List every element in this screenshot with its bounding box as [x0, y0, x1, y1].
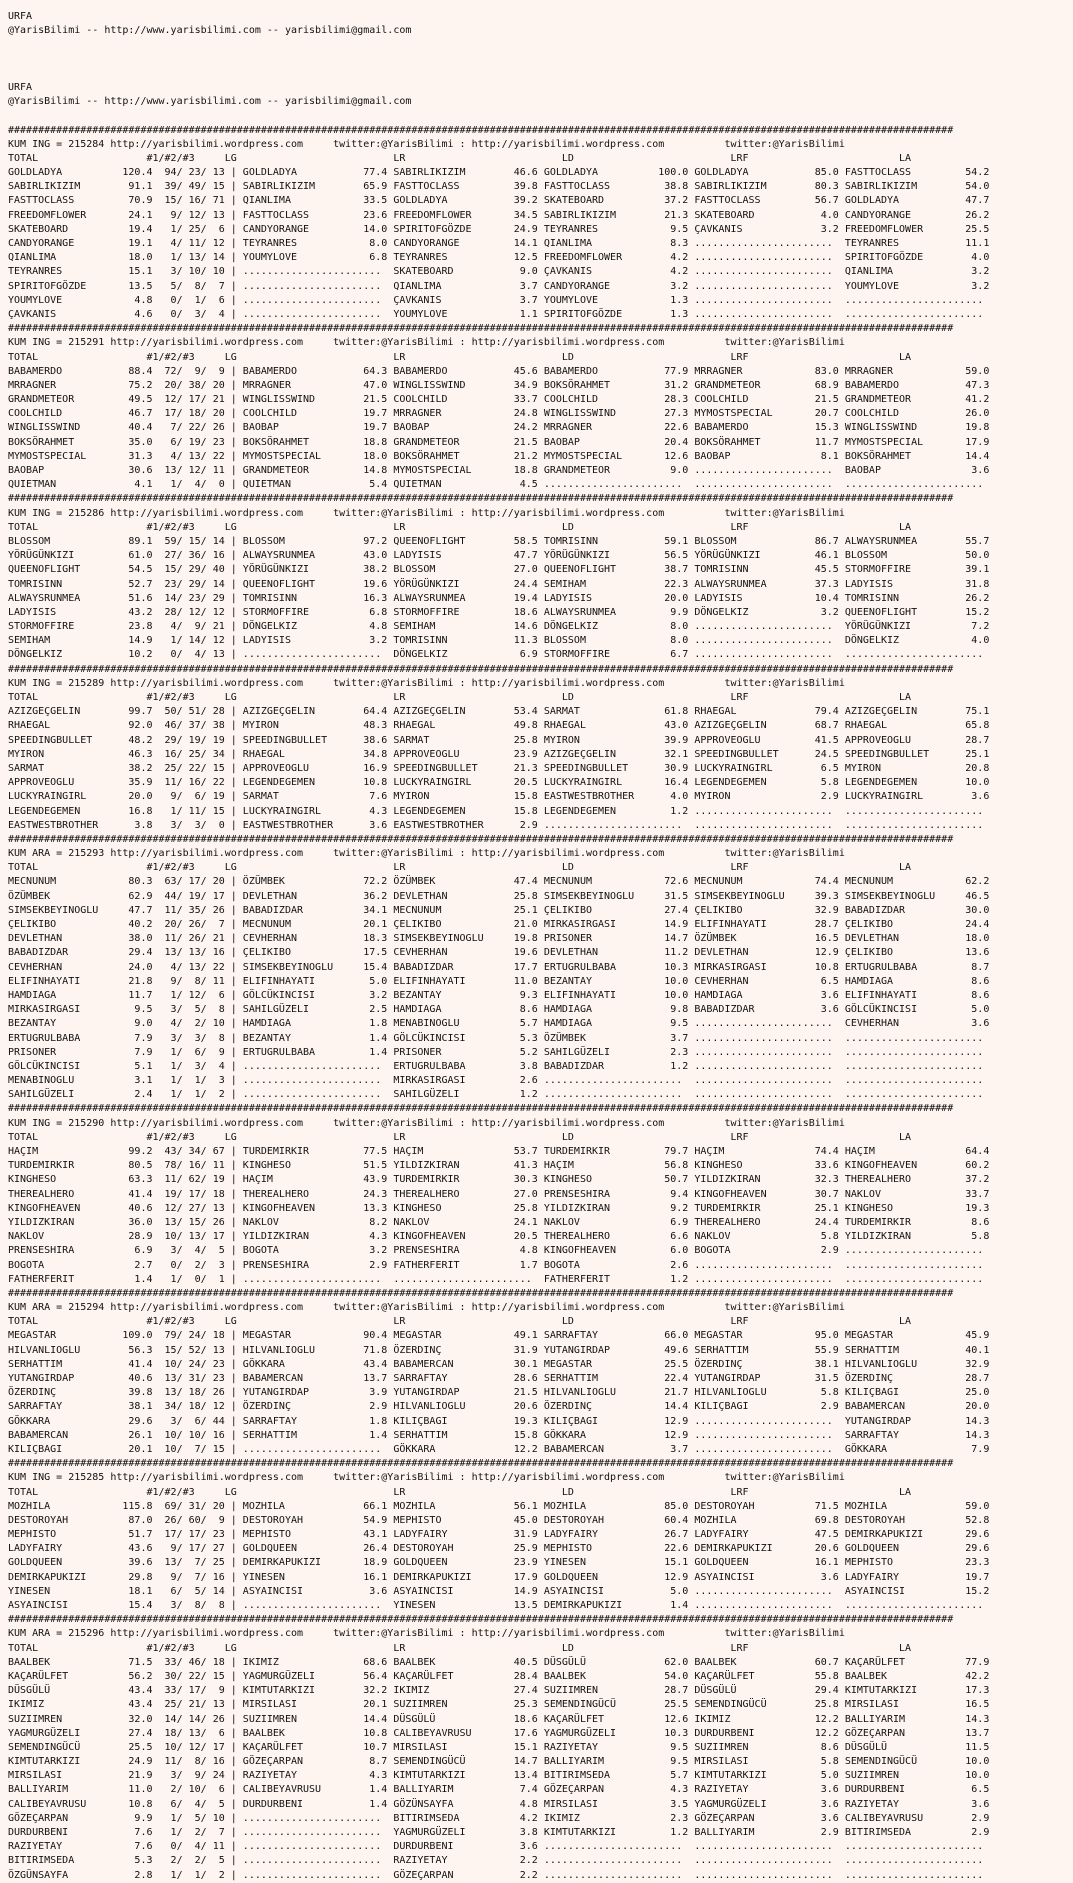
horse-row: CALIBEYAVRUSU 10.8 6/ 4/ 5 | DURDURBENI 1.4 GÖZÜNSAYFA 4.8 MIRSILASI 3.5 YAGMURGÜZELI 3.6 RAZIYETAY 3.6 — [8, 1798, 990, 1810]
horse-row: KIMTUTARKIZI 24.9 11/ 8/ 16 | GÖZEÇARPAN 8.7 SEMENDINGÜCÜ 14.7 BALLIYARIM 9.5 MIRSILASI 5.8 SEMENDINGÜCÜ 10.0 — [8, 1756, 990, 1768]
separator-line: ############################################################################################################################################################# — [8, 124, 954, 136]
horse-row: GÖKKARA 29.6 3/ 6/ 44 | SARRAFTAY 1.8 KILIÇBAGI 19.3 KILIÇBAGI 12.9 ....................... YUTANGIRDAP 14.3 — [8, 1415, 990, 1427]
race-header-line: KUM ING = 215291 http://yarisbilimi.wordpress.com twitter:@YarisBilimi : http://yarisbilimi.wordpress.com twitter:@YarisBilimi — [8, 337, 845, 349]
race-header-line: KUM ING = 215290 http://yarisbilimi.wordpress.com twitter:@YarisBilimi : http://yarisbilimi.wordpress.com twitter:@YarisBilimi — [8, 1117, 845, 1129]
horse-row: COOLCHILD 46.7 17/ 18/ 20 | COOLCHILD 19.7 MRRAGNER 24.8 WINGLISSWIND 27.3 MYMOSTSPECIAL 20.7 COOLCHILD 26.0 — [8, 408, 990, 420]
horse-row: MENABINOGLU 3.1 1/ 1/ 3 | ....................... MIRKASIRGASI 2.6 ....................... ....................... ....................... — [8, 1075, 984, 1087]
horse-row: GOLDQUEEN 39.6 13/ 7/ 25 | DEMIRKAPUKIZI 18.9 GOLDQUEEN 23.9 YINESEN 15.1 GOLDQUEEN 16.1 MEPHISTO 23.3 — [8, 1557, 990, 1569]
horse-row: BAOBAP 30.6 13/ 12/ 11 | GRANDMETEOR 14.8 MYMOSTSPECIAL 18.8 GRANDMETEOR 9.0 ....................... BAOBAP 3.6 — [8, 465, 990, 476]
race-header-line: KUM ARA = 215294 http://yarisbilimi.wordpress.com twitter:@YarisBilimi : http://yarisbilimi.wordpress.com twitter:@YarisBilimi — [8, 1302, 845, 1314]
horse-row: DÖNGELKIZ 10.2 0/ 4/ 13 | ....................... DÖNGELKIZ 6.9 STORMOFFIRE 6.7 ....................... ....................... — [8, 649, 984, 661]
horse-row: SKATEBOARD 19.4 1/ 25/ 6 | CANDYORANGE 14.0 SPIRITOFGÖZDE 24.9 TEYRANRES 9.5 ÇAVKANIS 3.2 FREEDOMFLOWER 25.5 — [8, 223, 990, 235]
horse-row: MECNUNUM 80.3 63/ 17/ 20 | ÖZÜMBEK 72.2 ÖZÜMBEK 47.4 MECNUNUM 72.6 MECNUNUM 74.4 MECNUNUM 62.2 — [8, 876, 990, 888]
horse-row: THEREALHERO 41.4 19/ 17/ 18 | THEREALHERO 24.3 THEREALHERO 27.0 PRENSESHIRA 9.4 KINGOFHEAVEN 30.7 NAKLOV 33.7 — [8, 1188, 990, 1200]
horse-row: KINGHESO 63.3 11/ 62/ 19 | HAÇIM 43.9 TURDEMIRKIR 30.3 KINGHESO 50.7 YILDIZKIRAN 32.3 THEREALHERO 37.2 — [8, 1174, 990, 1186]
horse-row: QUIETMAN 4.1 1/ 4/ 0 | QUIETMAN 5.4 QUIETMAN 4.5 ....................... ....................... ....................... — [8, 479, 984, 491]
horse-row: YAGMURGÜZELI 27.4 18/ 13/ 6 | BAALBEK 10.8 CALIBEYAVRUSU 17.6 YAGMURGÜZELI 10.3 DURDURBENI 12.2 GÖZEÇARPAN 13.7 — [8, 1727, 990, 1739]
race-header-line: KUM ING = 215289 http://yarisbilimi.wordpress.com twitter:@YarisBilimi : http://yarisbilimi.wordpress.com twitter:@YarisBilimi — [8, 677, 845, 689]
horse-row: MIRSILASI 21.9 3/ 9/ 24 | RAZIYETAY 4.3 KIMTUTARKIZI 13.4 BITIRIMSEDA 5.7 KIMTUTARKIZI 5.0 SUZIIMREN 10.0 — [8, 1770, 990, 1782]
blank-line — [8, 67, 1073, 81]
horse-row: SEMENDINGÜCÜ 25.5 10/ 12/ 17 | KAÇARÜLFET 10.7 MIRSILASI 15.1 RAZIYETAY 9.5 SUZIIMREN 8.6 DÜSGÜLÜ 11.5 — [8, 1741, 990, 1753]
horse-row: YÖRÜGÜNKIZI 61.0 27/ 36/ 16 | ALWAYSRUNMEA 43.0 LADYISIS 47.7 YÖRÜGÜNKIZI 56.5 YÖRÜGÜNKIZI 46.1 BLOSSOM 50.0 — [8, 550, 990, 562]
horse-row: RHAEGAL 92.0 46/ 37/ 38 | MYIRON 48.3 RHAEGAL 49.8 RHAEGAL 43.0 AZIZGEÇGELIN 68.7 RHAEGAL 65.8 — [8, 720, 990, 732]
horse-row: ALWAYSRUNMEA 51.6 14/ 23/ 29 | TOMRISINN 16.3 ALWAYSRUNMEA 19.4 LADYISIS 20.0 LADYISIS 10.4 TOMRISINN 26.2 — [8, 592, 990, 604]
horse-row: ÇAVKANIS 4.6 0/ 3/ 4 | ....................... YOUMYLOVE 1.1 SPIRITOFGÖZDE 1.3 ....................... ....................... — [8, 308, 984, 320]
horse-row: AZIZGEÇGELIN 99.7 50/ 51/ 28 | AZIZGEÇGELIN 64.4 AZIZGEÇGELIN 53.4 SARMAT 61.8 RHAEGAL 79.4 AZIZGEÇGELIN 75.1 — [8, 706, 990, 718]
horse-row: DURDURBENI 7.6 1/ 2/ 7 | ....................... YAGMURGÜZELI 3.8 KIMTUTARKIZI 1.2 BALLIYARIM 2.9 BITIRIMSEDA 2.9 — [8, 1827, 990, 1838]
horse-row: SARRAFTAY 38.1 34/ 18/ 12 | ÖZERDINÇ 2.9 HILVANLIOGLU 20.6 ÖZERDINÇ 14.4 KILIÇBAGI 2.9 BABAMERCAN 20.0 — [8, 1401, 990, 1413]
horse-row: PRISONER 7.9 1/ 6/ 9 | ERTUGRULBABA 1.4 PRISONER 5.2 SAHILGÜZELI 2.3 ....................... ....................... — [8, 1046, 984, 1058]
horse-row: BOGOTA 2.7 0/ 2/ 3 | PRENSESHIRA 2.9 FATHERFERIT 1.7 BOGOTA 2.6 ....................... ....................... — [8, 1259, 984, 1271]
horse-row: TEYRANRES 15.1 3/ 10/ 10 | ....................... SKATEBOARD 9.0 ÇAVKANIS 4.2 ....................... QIANLIMA 3.2 — [8, 266, 990, 278]
separator-line: ############################################################################################################################################################# — [8, 1458, 954, 1470]
horse-row: SEMIHAM 14.9 1/ 14/ 12 | LADYISIS 3.2 TOMRISINN 11.3 BLOSSOM 8.0 ....................... DÖNGELKIZ 4.0 — [8, 635, 990, 647]
horse-row: BABAMERCAN 26.1 10/ 10/ 16 | SERHATTIM 1.4 SERHATTIM 15.8 GÖKKARA 12.9 ....................... SARRAFTAY 14.3 — [8, 1429, 990, 1441]
race-header-line: KUM ARA = 215293 http://yarisbilimi.wordpress.com twitter:@YarisBilimi : http://yarisbilimi.wordpress.com twitter:@YarisBilimi — [8, 848, 845, 860]
horse-row: KILIÇBAGI 20.1 10/ 7/ 15 | ....................... GÖKKARA 12.2 BABAMERCAN 3.7 ....................... GÖKKARA 7.9 — [8, 1443, 990, 1455]
horse-row: FASTTOCLASS 70.9 15/ 16/ 71 | QIANLIMA 33.5 GOLDLADYA 39.2 SKATEBOARD 37.2 FASTTOCLASS 56.7 GOLDLADYA 47.7 — [8, 195, 990, 207]
blank-line — [8, 38, 1073, 52]
horse-row: SERHATTIM 41.4 10/ 24/ 23 | GÖKKARA 43.4 BABAMERCAN 30.1 MEGASTAR 25.5 ÖZERDINÇ 38.1 HILVANLIOGLU 32.9 — [8, 1358, 990, 1370]
horse-row: MEGASTAR 109.0 79/ 24/ 18 | MEGASTAR 90.4 MEGASTAR 49.1 SARRAFTAY 66.0 MEGASTAR 95.0 MEGASTAR 45.9 — [8, 1330, 990, 1342]
horse-row: APPROVEOGLU 35.9 11/ 16/ 22 | LEGENDEGEMEN 10.8 LUCKYRAINGIRL 20.5 LUCKYRAINGIRL 16.4 LEGENDEGEMEN 5.8 LEGENDEGEMEN 10.0 — [8, 777, 990, 789]
horse-row: BALLIYARIM 11.0 2/ 10/ 6 | CALIBEYAVRUSU 1.4 BALLIYARIM 7.4 GÖZEÇARPAN 4.3 RAZIYETAY 3.6 DURDURBENI 6.5 — [8, 1784, 990, 1796]
horse-row: QIANLIMA 18.0 1/ 13/ 14 | YOUMYLOVE 6.8 TEYRANRES 12.5 FREEDOMFLOWER 4.2 ....................... SPIRITOFGÖZDE 4.0 — [8, 252, 990, 264]
horse-row: MOZHILA 115.8 69/ 31/ 20 | MOZHILA 66.1 MOZHILA 56.1 MOZHILA 85.0 DESTOROYAH 71.5 MOZHILA 59.0 — [8, 1500, 990, 1512]
horse-row: GOLDLADYA 120.4 94/ 23/ 13 | GOLDLADYA 77.4 SABIRLIKIZIM 46.6 GOLDLADYA 100.0 GOLDLADYA 85.0 FASTTOCLASS 54.2 — [8, 167, 990, 179]
separator-line: ############################################################################################################################################################# — [8, 833, 954, 845]
horse-row: ÖZERDINÇ 39.8 13/ 18/ 26 | YUTANGIRDAP 3.9 YUTANGIRDAP 21.5 HILVANLIOGLU 21.7 HILVANLIOGLU 5.8 KILIÇBAGI 25.0 — [8, 1387, 990, 1399]
horse-row: SUZIIMREN 32.0 14/ 14/ 26 | SUZIIMREN 14.4 DÜSGÜLÜ 18.6 KAÇARÜLFET 12.6 IKIMIZ 12.2 BALLIYARIM 14.3 — [8, 1713, 990, 1725]
horse-row: BOKSÖRAHMET 35.0 6/ 19/ 23 | BOKSÖRAHMET 18.8 GRANDMETEOR 21.5 BAOBAP 20.4 BOKSÖRAHMET 11.7 MYMOSTSPECIAL 17.9 — [8, 436, 990, 448]
horse-row: LUCKYRAINGIRL 20.0 9/ 6/ 19 | SARMAT 7.6 MYIRON 15.8 EASTWESTBROTHER 4.0 MYIRON 2.9 LUCKYRAINGIRL 3.6 — [8, 791, 990, 803]
horse-row: YILDIZKIRAN 36.0 13/ 15/ 26 | NAKLOV 8.2 NAKLOV 24.1 NAKLOV 6.9 THEREALHERO 24.4 TURDEMIRKIR 8.6 — [8, 1216, 990, 1228]
horse-row: MEPHISTO 51.7 17/ 17/ 23 | MEPHISTO 43.1 LADYFAIRY 31.9 LADYFAIRY 26.7 LADYFAIRY 47.5 DEMIRKAPUKIZI 29.6 — [8, 1529, 990, 1541]
horse-row: TOMRISINN 52.7 23/ 29/ 14 | QUEENOFLIGHT 19.6 YÖRÜGÜNKIZI 24.4 SEMIHAM 22.3 ALWAYSRUNMEA 37.3 LADYISIS 31.8 — [8, 578, 990, 590]
horse-row: DESTOROYAH 87.0 26/ 60/ 9 | DESTOROYAH 54.9 MEPHISTO 45.0 DESTOROYAH 60.4 MOZHILA 69.8 DESTOROYAH 52.8 — [8, 1514, 990, 1526]
horse-row: YOUMYLOVE 4.8 0/ 1/ 6 | ....................... ÇAVKANIS 3.7 YOUMYLOVE 1.3 ....................... ....................... — [8, 294, 984, 306]
horse-row: BLOSSOM 89.1 59/ 15/ 14 | BLOSSOM 97.2 QUEENOFLIGHT 58.5 TOMRISINN 59.1 BLOSSOM 86.7 ALWAYSRUNMEA 55.7 — [8, 535, 990, 547]
horse-row: LADYISIS 43.2 28/ 12/ 12 | STORMOFFIRE 6.8 STORMOFFIRE 18.6 ALWAYSRUNMEA 9.9 DÖNGELKIZ 3.2 QUEENOFLIGHT 15.2 — [8, 606, 990, 618]
horse-row: ÇELIKIBO 40.2 20/ 26/ 7 | MECNUNUM 20.1 ÇELIKIBO 21.0 MIRKASIRGASI 14.9 ELIFINHAYATI 28.7 ÇELIKIBO 24.4 — [8, 919, 990, 930]
horse-row: DEVLETHAN 38.0 11/ 26/ 21 | CEVHERHAN 18.3 SIMSEKBEYINOGLU 19.8 PRISONER 14.7 ÖZÜMBEK 16.5 DEVLETHAN 18.0 — [8, 933, 990, 945]
horse-row: DEMIRKAPUKIZI 29.8 9/ 7/ 16 | YINESEN 16.1 DEMIRKAPUKIZI 17.9 GOLDQUEEN 12.9 ASYAINCISI 3.6 LADYFAIRY 19.7 — [8, 1571, 990, 1583]
horse-row: BABAMERDO 88.4 72/ 9/ 9 | BABAMERDO 64.3 BABAMERDO 45.6 BABAMERDO 77.9 MRRAGNER 83.0 MRRAGNER 59.0 — [8, 365, 990, 377]
column-header-line: TOTAL #1/#2/#3 LG LR LD LRF LA — [8, 1316, 912, 1328]
column-header-line: TOTAL #1/#2/#3 LG LR LD LRF LA — [8, 1642, 912, 1654]
track-title: URFA — [8, 81, 33, 93]
horse-row: BAALBEK 71.5 33/ 46/ 18 | IKIMIZ 68.6 BAALBEK 40.5 DÜSGÜLÜ 62.0 BAALBEK 60.7 KAÇARÜLFET 77.9 — [8, 1656, 990, 1668]
race-header-line: KUM ING = 215286 http://yarisbilimi.wordpress.com twitter:@YarisBilimi : http://yarisbilimi.wordpress.com twitter:@YarisBilimi — [8, 507, 845, 519]
race-header-line: KUM ARA = 215296 http://yarisbilimi.wordpress.com twitter:@YarisBilimi : http://yarisbilimi.wordpress.com twitter:@YarisBilimi — [8, 1628, 845, 1640]
horse-row: PRENSESHIRA 6.9 3/ 4/ 5 | BOGOTA 3.2 PRENSESHIRA 4.8 KINGOFHEAVEN 6.0 BOGOTA 2.9 ....................... — [8, 1245, 984, 1257]
horse-row: HILVANLIOGLU 56.3 15/ 52/ 13 | HILVANLIOGLU 71.8 ÖZERDINÇ 31.9 YUTANGIRDAP 49.6 SERHATTIM 55.9 SERHATTIM 40.1 — [8, 1344, 990, 1356]
horse-row: MIRKASIRGASI 9.5 3/ 5/ 8 | SAHILGÜZELI 2.5 HAMDIAGA 8.6 HAMDIAGA 9.8 BABADIZDAR 3.6 GÖLCÜKINCISI 5.0 — [8, 1004, 990, 1016]
horse-row: LADYFAIRY 43.6 9/ 17/ 27 | GOLDQUEEN 26.4 DESTOROYAH 25.9 MEPHISTO 22.6 DEMIRKAPUKIZI 20.6 GOLDQUEEN 29.6 — [8, 1543, 990, 1555]
column-header-line: TOTAL #1/#2/#3 LG LR LD LRF LA — [8, 521, 912, 533]
race-header-line: KUM ING = 215285 http://yarisbilimi.wordpress.com twitter:@YarisBilimi : http://yarisbilimi.wordpress.com twitter:@YarisBilimi — [8, 1472, 845, 1484]
horse-row: ÖZÜMBEK 62.9 44/ 19/ 17 | DEVLETHAN 36.2 DEVLETHAN 25.8 SIMSEKBEYINOGLU 31.5 SIMSEKBEYINOGLU 39.3 SIMSEKBEYINOGLU 46.5 — [8, 890, 990, 902]
column-header-line: TOTAL #1/#2/#3 LG LR LD LRF LA — [8, 1486, 912, 1498]
horse-row: ÖZGÜNSAYFA 2.8 1/ 1/ 2 | ....................... GÖZEÇARPAN 2.2 ....................... ....................... ....................... — [8, 1869, 984, 1881]
horse-row: ELIFINHAYATI 21.8 9/ 8/ 11 | ELIFINHAYATI 5.0 ELIFINHAYATI 11.0 BEZANTAY 10.0 CEVHERHAN 6.5 HAMDIAGA 8.6 — [8, 975, 990, 987]
contact-line: @YarisBilimi -- http://www.yarisbilimi.com -- yarisbilimi@gmail.com — [8, 25, 412, 37]
track-title: URFA — [8, 11, 33, 22]
horse-row: EASTWESTBROTHER 3.8 3/ 3/ 0 | EASTWESTBROTHER 3.6 EASTWESTBROTHER 2.9 ....................... ....................... ....................... — [8, 819, 984, 831]
horse-row: FATHERFERIT 1.4 1/ 0/ 1 | ....................... ....................... FATHERFERIT 1.2 ....................... ....................... — [8, 1273, 984, 1285]
horse-row: RAZIYETAY 7.6 0/ 4/ 11 | ....................... DURDURBENI 3.6 ....................... ....................... ....................... — [8, 1841, 984, 1853]
blank-line — [8, 53, 1073, 67]
horse-row: ERTUGRULBABA 7.9 3/ 3/ 8 | BEZANTAY 1.4 GÖLCÜKINCISI 5.3 ÖZÜMBEK 3.7 ....................... ....................... — [8, 1032, 984, 1044]
horse-row: SPEEDINGBULLET 48.2 29/ 19/ 19 | SPEEDINGBULLET 38.6 SARMAT 25.8 MYIRON 39.9 APPROVEOGLU 41.5 APPROVEOGLU 28.7 — [8, 734, 990, 746]
horse-row: SAHILGÜZELI 2.4 1/ 1/ 2 | ....................... SAHILGÜZELI 1.2 ....................... ....................... ....................... — [8, 1089, 984, 1101]
horse-row: WINGLISSWIND 40.4 7/ 22/ 26 | BAOBAP 19.7 BAOBAP 24.2 MRRAGNER 22.6 BABAMERDO 15.3 WINGLISSWIND 19.8 — [8, 422, 990, 434]
horse-row: KINGOFHEAVEN 40.6 12/ 27/ 13 | KINGOFHEAVEN 13.3 KINGHESO 25.8 YILDIZKIRAN 9.2 TURDEMIRKIR 25.1 KINGHESO 19.3 — [8, 1202, 990, 1214]
horse-row: BEZANTAY 9.0 4/ 2/ 10 | HAMDIAGA 1.8 MENABINOGLU 5.7 HAMDIAGA 9.5 ....................... CEVHERHAN 3.6 — [8, 1018, 990, 1030]
horse-row: MYIRON 46.3 16/ 25/ 34 | RHAEGAL 34.8 APPROVEOGLU 23.9 AZIZGEÇGELIN 32.1 SPEEDINGBULLET 24.5 SPEEDINGBULLET 25.1 — [8, 748, 990, 760]
horse-row: SPIRITOFGÖZDE 13.5 5/ 8/ 7 | ....................... QIANLIMA 3.7 CANDYORANGE 3.2 ....................... YOUMYLOVE 3.2 — [8, 280, 990, 292]
blank-line — [8, 109, 1073, 123]
horse-row: SARMAT 38.2 25/ 22/ 15 | APPROVEOGLU 16.9 SPEEDINGBULLET 21.3 SPEEDINGBULLET 30.9 LUCKYRAINGIRL 6.5 MYIRON 20.8 — [8, 762, 990, 774]
column-header-line: TOTAL #1/#2/#3 LG LR LD LRF LA — [8, 351, 912, 363]
horse-row: HAMDIAGA 11.7 1/ 12/ 6 | GÖLCÜKINCISI 3.2 BEZANTAY 9.3 ELIFINHAYATI 10.0 HAMDIAGA 3.6 ELIFINHAYATI 8.6 — [8, 989, 990, 1001]
column-header-line: TOTAL #1/#2/#3 LG LR LD LRF LA — [8, 1131, 912, 1143]
horse-row: CANDYORANGE 19.1 4/ 11/ 12 | TEYRANRES 8.0 CANDYORANGE 14.1 QIANLIMA 8.3 ....................... TEYRANRES 11.1 — [8, 238, 990, 249]
horse-row: BITIRIMSEDA 5.3 2/ 2/ 5 | ....................... RAZIYETAY 2.2 ....................... ....................... ....................... — [8, 1855, 984, 1867]
contact-line: @YarisBilimi -- http://www.yarisbilimi.com -- yarisbilimi@gmail.com — [8, 96, 412, 108]
separator-line: ############################################################################################################################################################# — [8, 663, 954, 675]
separator-line: ############################################################################################################################################################# — [8, 493, 954, 505]
horse-row: LEGENDEGEMEN 16.8 1/ 11/ 15 | LUCKYRAINGIRL 4.3 LEGENDEGEMEN 15.8 LEGENDEGEMEN 1.2 ....................... ....................... — [8, 805, 984, 817]
horse-row: STORMOFFIRE 23.8 4/ 9/ 21 | DÖNGELKIZ 4.8 SEMIHAM 14.6 DÖNGELKIZ 8.0 ....................... YÖRÜGÜNKIZI 7.2 — [8, 621, 990, 633]
horse-row: YINESEN 18.1 6/ 5/ 14 | ASYAINCISI 3.6 ASYAINCISI 14.9 ASYAINCISI 5.0 ....................... ASYAINCISI 15.2 — [8, 1585, 990, 1597]
column-header-line: TOTAL #1/#2/#3 LG LR LD LRF LA — [8, 862, 912, 874]
horse-row: KAÇARÜLFET 56.2 30/ 22/ 15 | YAGMURGÜZELI 56.4 KAÇARÜLFET 28.4 BAALBEK 54.0 KAÇARÜLFET 55.8 BAALBEK 42.2 — [8, 1670, 990, 1682]
separator-line: ############################################################################################################################################################# — [8, 1287, 954, 1299]
horse-row: GÖLCÜKINCISI 5.1 1/ 3/ 4 | ....................... ERTUGRULBABA 3.8 BABADIZDAR 1.2 ....................... ....................... — [8, 1060, 984, 1072]
horse-row: MYMOSTSPECIAL 31.3 4/ 13/ 22 | MYMOSTSPECIAL 18.0 BOKSÖRAHMET 21.2 MYMOSTSPECIAL 12.6 BAOBAP 8.1 BOKSÖRAHMET 14.4 — [8, 450, 990, 462]
horse-row: IKIMIZ 43.4 25/ 21/ 13 | MIRSILASI 20.1 SUZIIMREN 25.3 SEMENDINGÜCÜ 25.5 SEMENDINGÜCÜ 25.8 MIRSILASI 16.5 — [8, 1699, 990, 1711]
column-header-line: TOTAL #1/#2/#3 LG LR LD LRF LA — [8, 152, 912, 164]
separator-line: ############################################################################################################################################################# — [8, 323, 954, 335]
horse-row: CEVHERHAN 24.0 4/ 13/ 22 | SIMSEKBEYINOGLU 15.4 BABADIZDAR 17.7 ERTUGRULBABA 10.3 MIRKASIRGASI 10.8 ERTUGRULBABA 8.7 — [8, 961, 990, 973]
horse-row: MRRAGNER 75.2 20/ 38/ 20 | MRRAGNER 47.0 WINGLISSWIND 34.9 BOKSÖRAHMET 31.2 GRANDMETEOR 68.9 BABAMERDO 47.3 — [8, 379, 990, 391]
column-header-line: TOTAL #1/#2/#3 LG LR LD LRF LA — [8, 692, 912, 703]
horse-row: QUEENOFLIGHT 54.5 15/ 29/ 40 | YÖRÜGÜNKIZI 38.2 BLOSSOM 27.0 QUEENOFLIGHT 38.7 TOMRISINN 45.5 STORMOFFIRE 39.1 — [8, 564, 990, 576]
horse-row: DÜSGÜLÜ 43.4 33/ 17/ 9 | KIMTUTARKIZI 32.2 IKIMIZ 27.4 SUZIIMREN 28.7 DÜSGÜLÜ 29.4 KIMTUTARKIZI 17.3 — [8, 1685, 990, 1697]
horse-row: HAÇIM 99.2 43/ 34/ 67 | TURDEMIRKIR 77.5 HAÇIM 53.7 TURDEMIRKIR 79.7 HAÇIM 74.4 HAÇIM 64.4 — [8, 1146, 990, 1157]
horse-row: SIMSEKBEYINOGLU 47.7 11/ 35/ 26 | BABADIZDAR 34.1 MECNUNUM 25.1 ÇELIKIBO 27.4 ÇELIKIBO 32.9 BABADIZDAR 30.0 — [8, 904, 990, 916]
separator-line: ############################################################################################################################################################# — [8, 1614, 954, 1626]
horse-row: GRANDMETEOR 49.5 12/ 17/ 21 | WINGLISSWIND 21.5 COOLCHILD 33.7 COOLCHILD 28.3 COOLCHILD 21.5 GRANDMETEOR 41.2 — [8, 394, 990, 406]
separator-line: ############################################################################################################################################################# — [8, 1103, 954, 1115]
horse-row: TURDEMIRKIR 80.5 78/ 16/ 11 | KINGHESO 51.5 YILDIZKIRAN 41.3 HAÇIM 56.8 KINGHESO 33.6 KINGOFHEAVEN 60.2 — [8, 1160, 990, 1172]
horse-row: NAKLOV 28.9 10/ 13/ 17 | YILDIZKIRAN 4.3 KINGOFHEAVEN 20.5 THEREALHERO 6.6 NAKLOV 5.8 YILDIZKIRAN 5.8 — [8, 1231, 990, 1243]
horse-row: SABIRLIKIZIM 91.1 39/ 49/ 15 | SABIRLIKIZIM 65.9 FASTTOCLASS 39.8 FASTTOCLASS 38.8 SABIRLIKIZIM 80.3 SABIRLIKIZIM 54.0 — [8, 181, 990, 193]
horse-row: BABADIZDAR 29.4 13/ 13/ 16 | ÇELIKIBO 17.5 CEVHERHAN 19.6 DEVLETHAN 11.2 DEVLETHAN 12.9 ÇELIKIBO 13.6 — [8, 947, 990, 959]
horse-row: YUTANGIRDAP 40.6 13/ 31/ 23 | BABAMERCAN 13.7 SARRAFTAY 28.6 SERHATTIM 22.4 YUTANGIRDAP 31.5 ÖZERDINÇ 28.7 — [8, 1373, 990, 1384]
horse-row: FREEDOMFLOWER 24.1 9/ 12/ 13 | FASTTOCLASS 23.6 FREEDOMFLOWER 34.5 SABIRLIKIZIM 21.3 SKATEBOARD 4.0 CANDYORANGE 26.2 — [8, 209, 990, 221]
horse-row: GÖZEÇARPAN 9.9 1/ 5/ 10 | ....................... BITIRIMSEDA 4.2 IKIMIZ 2.3 GÖZEÇARPAN 3.6 CALIBEYAVRUSU 2.9 — [8, 1812, 990, 1824]
horse-row: ASYAINCISI 15.4 3/ 8/ 8 | ....................... YINESEN 13.5 DEMIRKAPUKIZI 1.4 ....................... ....................... — [8, 1600, 984, 1611]
race-header-line: KUM ING = 215284 http://yarisbilimi.wordpress.com twitter:@YarisBilimi : http://yarisbilimi.wordpress.com twitter:@YarisBilimi — [8, 138, 845, 150]
